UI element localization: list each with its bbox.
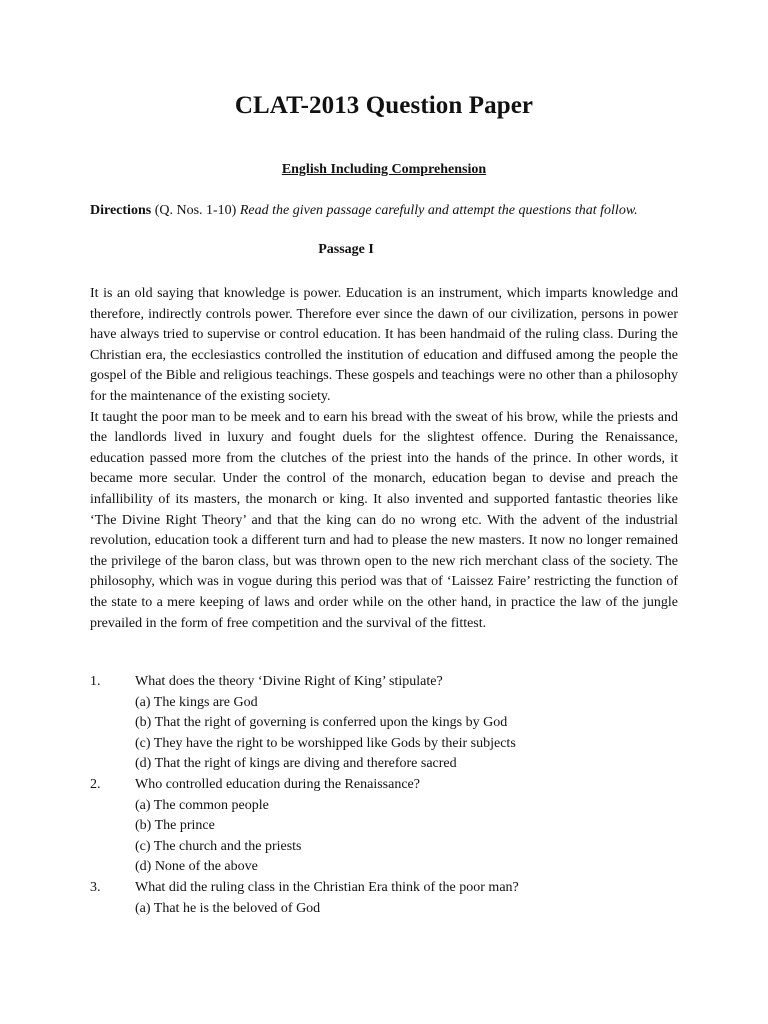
answer-option: (b) The prince — [135, 818, 215, 834]
section-heading: English Including Comprehension — [281, 162, 487, 177]
directions — [90, 200, 678, 221]
answer-option: (b) That the right of governing is conferred upon the kings by God — [135, 715, 508, 731]
question-3 — [90, 878, 678, 899]
directions-text: Read the given passage carefully and attempt the questions that follow. — [239, 203, 638, 218]
question-text: What did the ruling class in the Christian Era think of the poor man? — [135, 879, 519, 895]
page-title: CLAT-2013 Question Paper — [234, 92, 534, 119]
question-text: What does the theory ‘Divine Right of King’ stipulate? — [135, 674, 443, 689]
directions-label: Directions — [90, 203, 152, 218]
answer-option: (c) The church and the priests — [135, 838, 302, 854]
answer-option: (c) They have the right to be worshipped like Gods by their subjects — [135, 735, 516, 751]
passage-paragraph: It is an old saying that knowledge is power. Education is an instrument, which imparts knowledge and therefore, indirectly controls power. Therefore ever since the dawn of our civilization, persons in power have always tried to supervise or control education. It has been handmaid of the ruling class. During the Christian era, the ecclesiastics controlled the institution of education and diffused among the people the gospel of the Bible and religious teachings. These gospels and teachings were no other than a philosophy for the maintenance of the existing society. — [90, 286, 678, 404]
question-2 — [90, 775, 678, 796]
answer-option: (a) That he is the beloved of God — [135, 900, 321, 916]
question-number: 3. — [90, 879, 101, 895]
passage-paragraph: It taught the poor man to be meek and to earn his bread with the sweat of his brow, while the priests and the landlords lived in luxury and fought duels for the slightest offence. During the Renaissance, education passed more from the clutches of the priest into the hands of the prince. In other words, it became more secular. Under the control of the monarch, education began to devise and preach the infallibility of its masters, the monarch or king. It also invented and supported fantastic theories like ‘The Divine Right Theory’ and that the king can do no wrong etc. With the advent of the industrial revolution, education took a different turn and had to please the new masters. It now no longer remained the privilege of the baron class, but was thrown open to the new rich merchant class of the society. The philosophy, which was in vogue during this period was that of ‘Laissez Faire’ restricting the function of the state to a mere keeping of laws and order while on the other hand, in practice the law of the jungle prevailed in the form of free competition and the survival of the fittest. — [90, 409, 678, 631]
question-text: Who controlled education during the Renaissance? — [135, 776, 420, 792]
question-number: 2. — [90, 776, 101, 792]
answer-option: (d) None of the above — [135, 859, 258, 875]
passage-body — [90, 284, 678, 634]
answer-option: (a) The kings are God — [135, 694, 258, 710]
passage-label: Passage I — [318, 242, 374, 257]
question-number: 1. — [90, 674, 101, 689]
answer-option: (d) That the right of kings are diving and therefore sacred — [135, 756, 457, 772]
directions-range: (Q. Nos. 1-10) — [151, 203, 240, 218]
answer-option: (a) The common people — [135, 797, 269, 813]
question-1 — [90, 672, 678, 693]
question-list — [90, 672, 678, 919]
